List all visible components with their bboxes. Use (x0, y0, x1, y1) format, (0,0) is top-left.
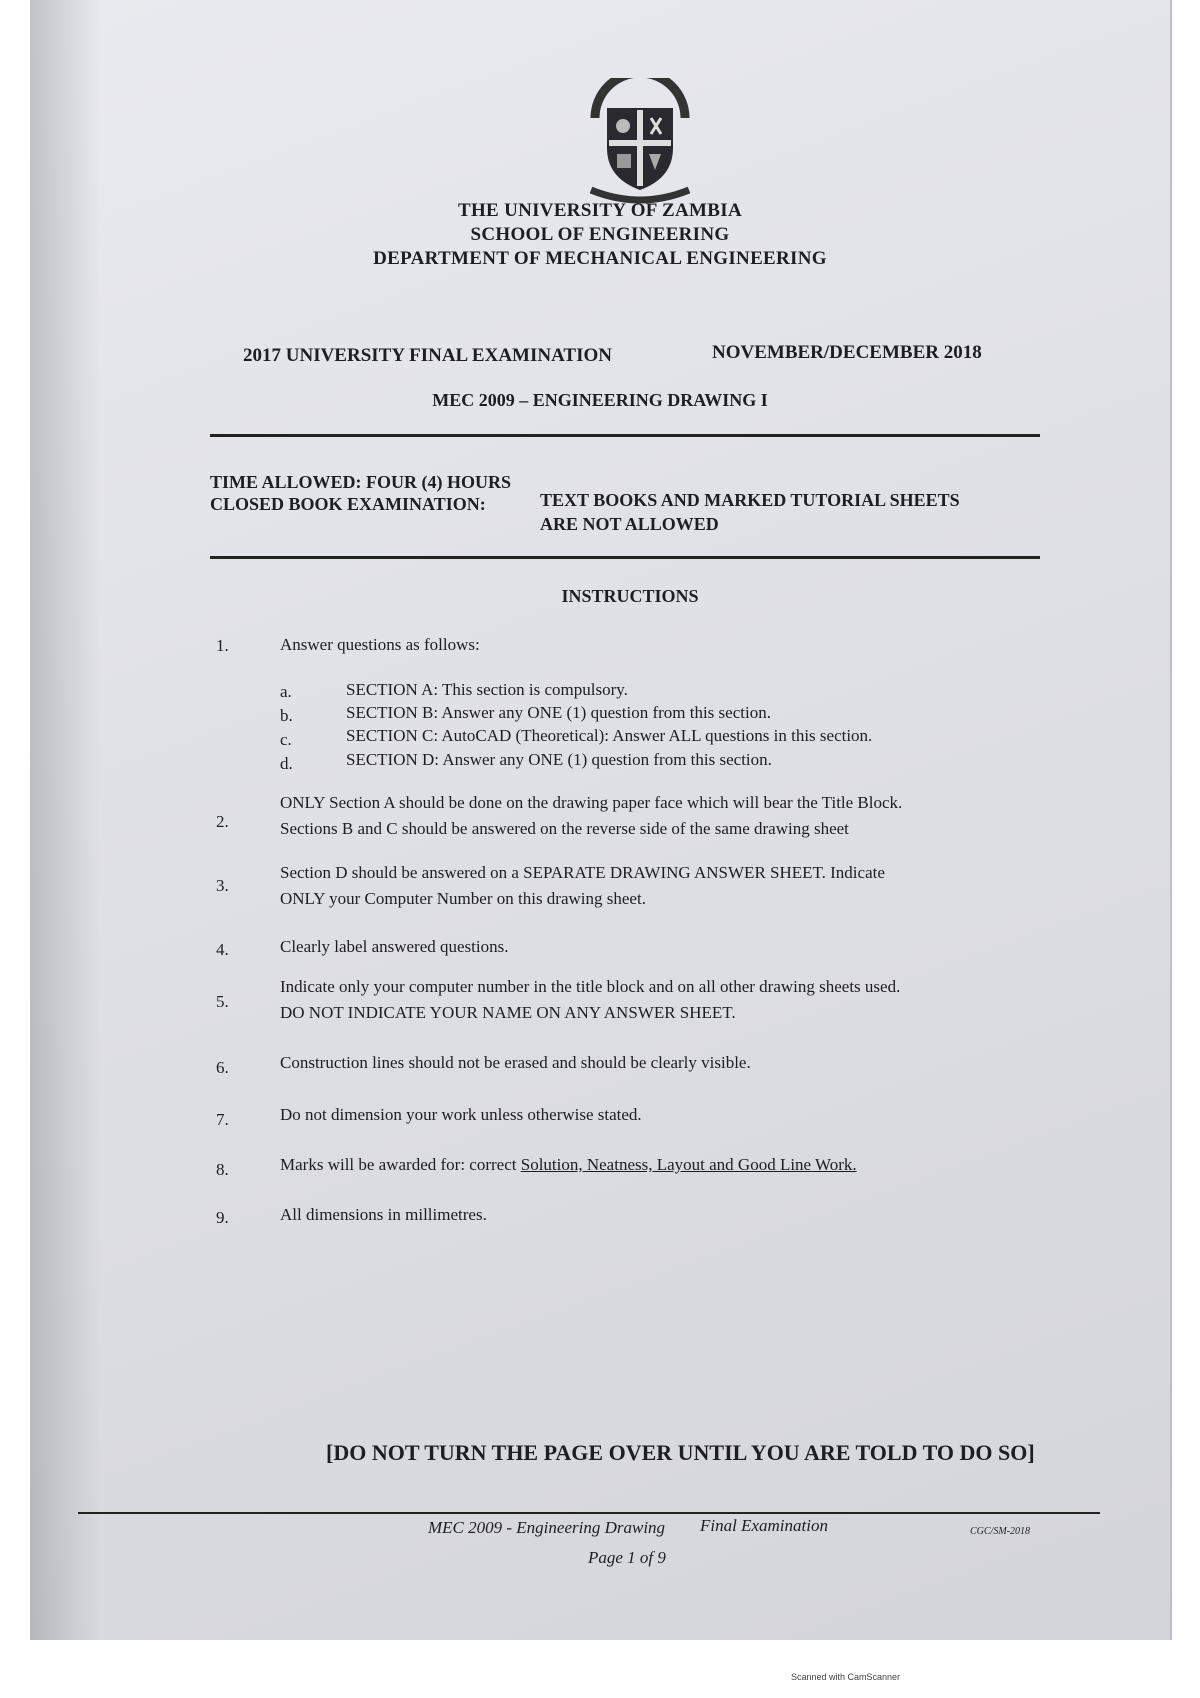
instruction-number: 6. (216, 1058, 229, 1077)
sub-instruction-text: SECTION B: Answer any ONE (1) question from this section. (346, 703, 771, 722)
do-not-turn-notice: [DO NOT TURN THE PAGE OVER UNTIL YOU ARE TOLD TO DO SO] (326, 1440, 1035, 1465)
footer-exam: Final Examination (700, 1516, 828, 1535)
instructions-divider (210, 556, 1040, 559)
sub-instruction-text: SECTION C: AutoCAD (Theoretical): Answer ALL questions in this section. (346, 726, 873, 745)
instruction-text: Do not dimension your work unless otherwise stated. (280, 1105, 642, 1124)
instruction-text (280, 860, 1080, 912)
paper-edge-shadow (30, 0, 100, 1640)
footer-course: MEC 2009 - Engineering Drawing (428, 1518, 666, 1537)
instruction-text (280, 1152, 1060, 1178)
exam-date: NOVEMBER/DECEMBER 2018 (712, 342, 982, 363)
instruction-line: Indicate only your computer number in the title block and on all other drawing sheets used. (280, 977, 901, 996)
sub-instruction-letter: d. (280, 754, 293, 773)
instruction-line: DO NOT INDICATE YOUR NAME ON ANY ANSWER SHEET. (280, 1003, 736, 1022)
instruction-number: 9. (216, 1208, 229, 1227)
instruction-text: Clearly label answered questions. (280, 937, 509, 956)
sub-instruction-text: SECTION A: This section is compulsory. (346, 680, 628, 699)
closed-book-label: CLOSED BOOK EXAMINATION: (210, 494, 486, 514)
marks-criteria-underlined: Solution, Neatness, Layout and Good Line Work. (520, 1155, 857, 1174)
university-crest-logo (585, 78, 695, 208)
instruction-line: Section D should be answered on a SEPARATE DRAWING ANSWER SHEET. Indicate (280, 863, 885, 882)
instruction-line: ONLY Section A should be done on the drawing paper face which will bear the Title Block. (280, 793, 903, 812)
closed-book-text-line2: ARE NOT ALLOWED (540, 514, 719, 534)
closed-book-text-line1: TEXT BOOKS AND MARKED TUTORIAL SHEETS (540, 490, 960, 510)
sub-instruction-letter: b. (280, 706, 293, 725)
instruction-line: Sections B and C should be answered on the reverse side of the same drawing sheet (280, 819, 849, 838)
time-allowed: TIME ALLOWED: FOUR (4) HOURS (210, 472, 512, 492)
sub-instruction-text: SECTION D: Answer any ONE (1) question from this section. (346, 750, 772, 769)
instruction-text (280, 974, 1080, 1026)
department-name: DEPARTMENT OF MECHANICAL ENGINEERING (373, 248, 827, 269)
sub-instruction-letter: a. (280, 682, 292, 701)
university-name: THE UNIVERSITY OF ZAMBIA (458, 200, 742, 221)
footer-code: CGC/SM-2018 (970, 1526, 1030, 1537)
instruction-number: 1. (216, 636, 229, 655)
instructions-heading: INSTRUCTIONS (561, 586, 699, 606)
instruction-number: 5. (216, 992, 229, 1011)
sub-instruction-letter: c. (280, 730, 292, 749)
instruction-text: All dimensions in millimetres. (280, 1205, 487, 1224)
school-name: SCHOOL OF ENGINEERING (470, 224, 730, 245)
instruction-number: 4. (216, 940, 229, 959)
page-number: Page 1 of 9 (588, 1548, 666, 1567)
instruction-line: ONLY your Computer Number on this drawing sheet. (280, 889, 646, 908)
instruction-text: Construction lines should not be erased and should be clearly visible. (280, 1053, 751, 1072)
footer-divider (78, 1512, 1100, 1514)
exam-title: 2017 UNIVERSITY FINAL EXAMINATION (243, 345, 612, 366)
header-divider (210, 434, 1040, 437)
instruction-number: 3. (216, 876, 229, 895)
course-title: MEC 2009 – ENGINEERING DRAWING I (432, 390, 768, 410)
marks-criteria-prefix: Marks will be awarded for: correct (280, 1155, 517, 1174)
instruction-number: 2. (216, 812, 229, 831)
instruction-text: Answer questions as follows: (280, 635, 480, 654)
instruction-number: 8. (216, 1160, 229, 1179)
instruction-number: 7. (216, 1110, 229, 1129)
instruction-text (280, 790, 1080, 842)
scanner-watermark: Scanned with CamScanner (790, 1672, 900, 1682)
